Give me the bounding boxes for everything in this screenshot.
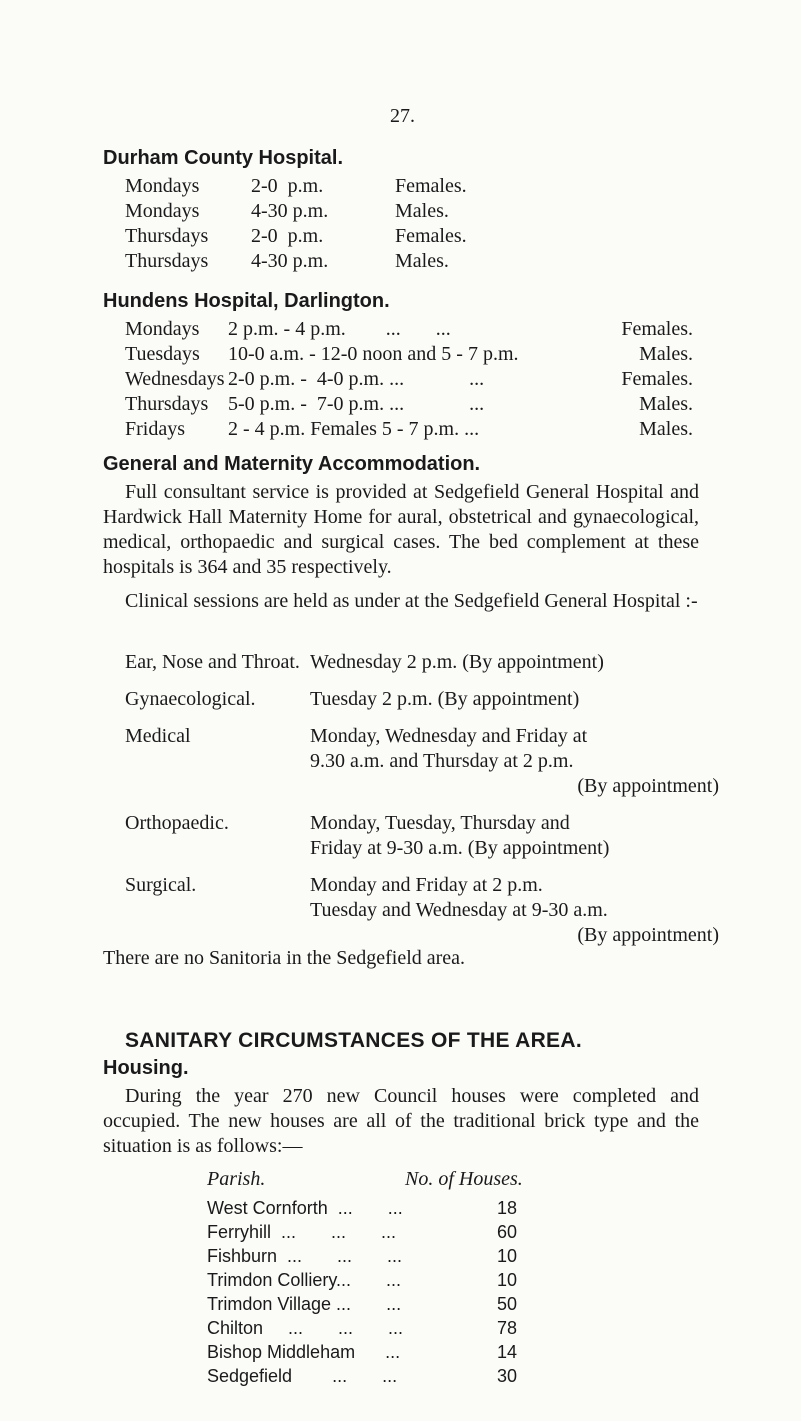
session-time: Monday and Friday at 2 p.m. [310, 874, 543, 896]
parish-name: Trimdon Village ... ... [207, 1294, 402, 1314]
sanitoria-note: There are no Sanitoria in the Sedgefield area. [103, 947, 466, 969]
hundens-time: 2 p.m. - 4 p.m. ... ... [228, 318, 451, 340]
sanitary-title: SANITARY CIRCUMSTANCES OF THE AREA. [125, 1029, 582, 1052]
hundens-time: 5-0 p.m. - 7-0 p.m. ... ... [228, 393, 485, 415]
table-row [207, 1196, 517, 1220]
hundens-row [125, 417, 693, 442]
parish-name: Ferryhill ... ... ... [207, 1222, 397, 1242]
clinical-sessions [125, 650, 719, 948]
session-label: Orthopaedic. [125, 812, 229, 834]
session-times [310, 724, 719, 799]
session-time: Tuesday 2 p.m. (By appointment) [310, 688, 580, 710]
house-count: 14 [496, 1342, 517, 1362]
session-label: Gynaecological. [125, 688, 256, 710]
hundens-row [125, 367, 693, 392]
durham-sex: Females. [395, 175, 467, 197]
hundens-time: 2 - 4 p.m. Females 5 - 7 p.m. ... [228, 418, 480, 440]
hundens-row [125, 317, 693, 342]
parish-name: Bishop Middleham ... [207, 1342, 401, 1362]
housing-title: Housing. [103, 1057, 189, 1079]
durham-time: 4-30 p.m. [251, 250, 329, 272]
house-count: 50 [496, 1294, 517, 1314]
houses-header-count: No. of Houses. [405, 1168, 523, 1190]
hundens-day: Mondays [125, 318, 200, 340]
durham-table [125, 174, 467, 274]
session-time: 9.30 a.m. and Thursday at 2 p.m. [310, 750, 574, 772]
table-row [207, 1364, 517, 1388]
house-count: 30 [496, 1366, 517, 1386]
housing-paragraph: During the year 270 new Council houses were completed and occupied. The new houses are all of the traditional brick type and the situation is as follows:— [103, 1085, 699, 1157]
durham-day: Mondays [125, 200, 200, 222]
session-time: Monday, Tuesday, Thursday and [310, 812, 570, 834]
session-time: (By appointment) [577, 924, 719, 946]
durham-sex: Males. [395, 250, 449, 272]
durham-sex: Males. [395, 200, 449, 222]
session-row [125, 687, 719, 712]
session-times [310, 811, 719, 861]
house-count: 10 [496, 1246, 517, 1266]
hundens-table [125, 317, 693, 442]
parish-name: Fishburn ... ... ... [207, 1246, 403, 1266]
hundens-day: Tuesdays [125, 343, 200, 365]
session-label: Ear, Nose and Throat. [125, 651, 300, 673]
session-label: Surgical. [125, 874, 197, 896]
table-row [207, 1292, 517, 1316]
general-paragraph-1: Full consultant service is provided at Sedgefield General Hospital and Hardwick Hall Maternity Home for aural, obstetrical and gynaecological, medical, orthopaedic and surgical cases. The bed complement at these hospitals is 364 and 35 respectively. [103, 481, 699, 578]
session-label: Medical [125, 725, 191, 747]
house-count: 10 [496, 1270, 517, 1290]
table-row [207, 1268, 517, 1292]
general-paragraph-2: Clinical sessions are held as under at the Sedgefield General Hospital :- [125, 590, 698, 612]
session-time: Monday, Wednesday and Friday at [310, 725, 588, 747]
houses-table [207, 1196, 517, 1388]
table-row [207, 1340, 517, 1364]
durham-day: Thursdays [125, 250, 209, 272]
hundens-sex: Females. [621, 318, 693, 340]
houses-header-parish: Parish. [207, 1168, 266, 1190]
session-time: Tuesday and Wednesday at 9-30 a.m. [310, 899, 608, 921]
hundens-time: 2-0 p.m. - 4-0 p.m. ... ... [228, 368, 485, 390]
parish-name: Chilton ... ... ... [207, 1318, 404, 1338]
page-number: 27. [390, 105, 415, 127]
hundens-row [125, 342, 693, 367]
durham-day: Mondays [125, 175, 200, 197]
hundens-sex: Males. [639, 393, 693, 415]
parish-name: West Cornforth ... ... [207, 1198, 403, 1218]
house-count: 60 [496, 1222, 517, 1242]
hundens-title: Hundens Hospital, Darlington. [103, 290, 390, 312]
table-row [207, 1316, 517, 1340]
hundens-day: Fridays [125, 418, 185, 440]
house-count: 18 [496, 1198, 517, 1218]
hundens-row [125, 392, 693, 417]
session-row [125, 811, 719, 861]
parish-name: Sedgefield ... ... [207, 1366, 398, 1386]
hundens-time: 10-0 a.m. - 12-0 noon and 5 - 7 p.m. [228, 343, 519, 365]
durham-sex: Females. [395, 225, 467, 247]
hundens-day: Thursdays [125, 393, 209, 415]
table-row [207, 1244, 517, 1268]
hundens-day: Wednesdays [125, 368, 225, 390]
session-row [125, 873, 719, 948]
parish-name: Trimdon Colliery... ... [207, 1270, 402, 1290]
session-time: Friday at 9-30 a.m. (By appointment) [310, 837, 610, 859]
house-count: 78 [496, 1318, 517, 1338]
durham-time: 2-0 p.m. [251, 225, 324, 247]
session-times [310, 873, 719, 948]
durham-time: 4-30 p.m. [251, 200, 329, 222]
hundens-sex: Females. [621, 368, 693, 390]
session-row [125, 724, 719, 799]
session-row [125, 650, 719, 675]
session-time: (By appointment) [577, 775, 719, 797]
hundens-sex: Males. [639, 343, 693, 365]
session-time: Wednesday 2 p.m. (By appointment) [310, 651, 604, 673]
durham-title: Durham County Hospital. [103, 147, 344, 169]
durham-time: 2-0 p.m. [251, 175, 324, 197]
general-title: General and Maternity Accommodation. [103, 453, 481, 475]
hundens-sex: Males. [639, 418, 693, 440]
table-row [207, 1220, 517, 1244]
durham-day: Thursdays [125, 225, 209, 247]
